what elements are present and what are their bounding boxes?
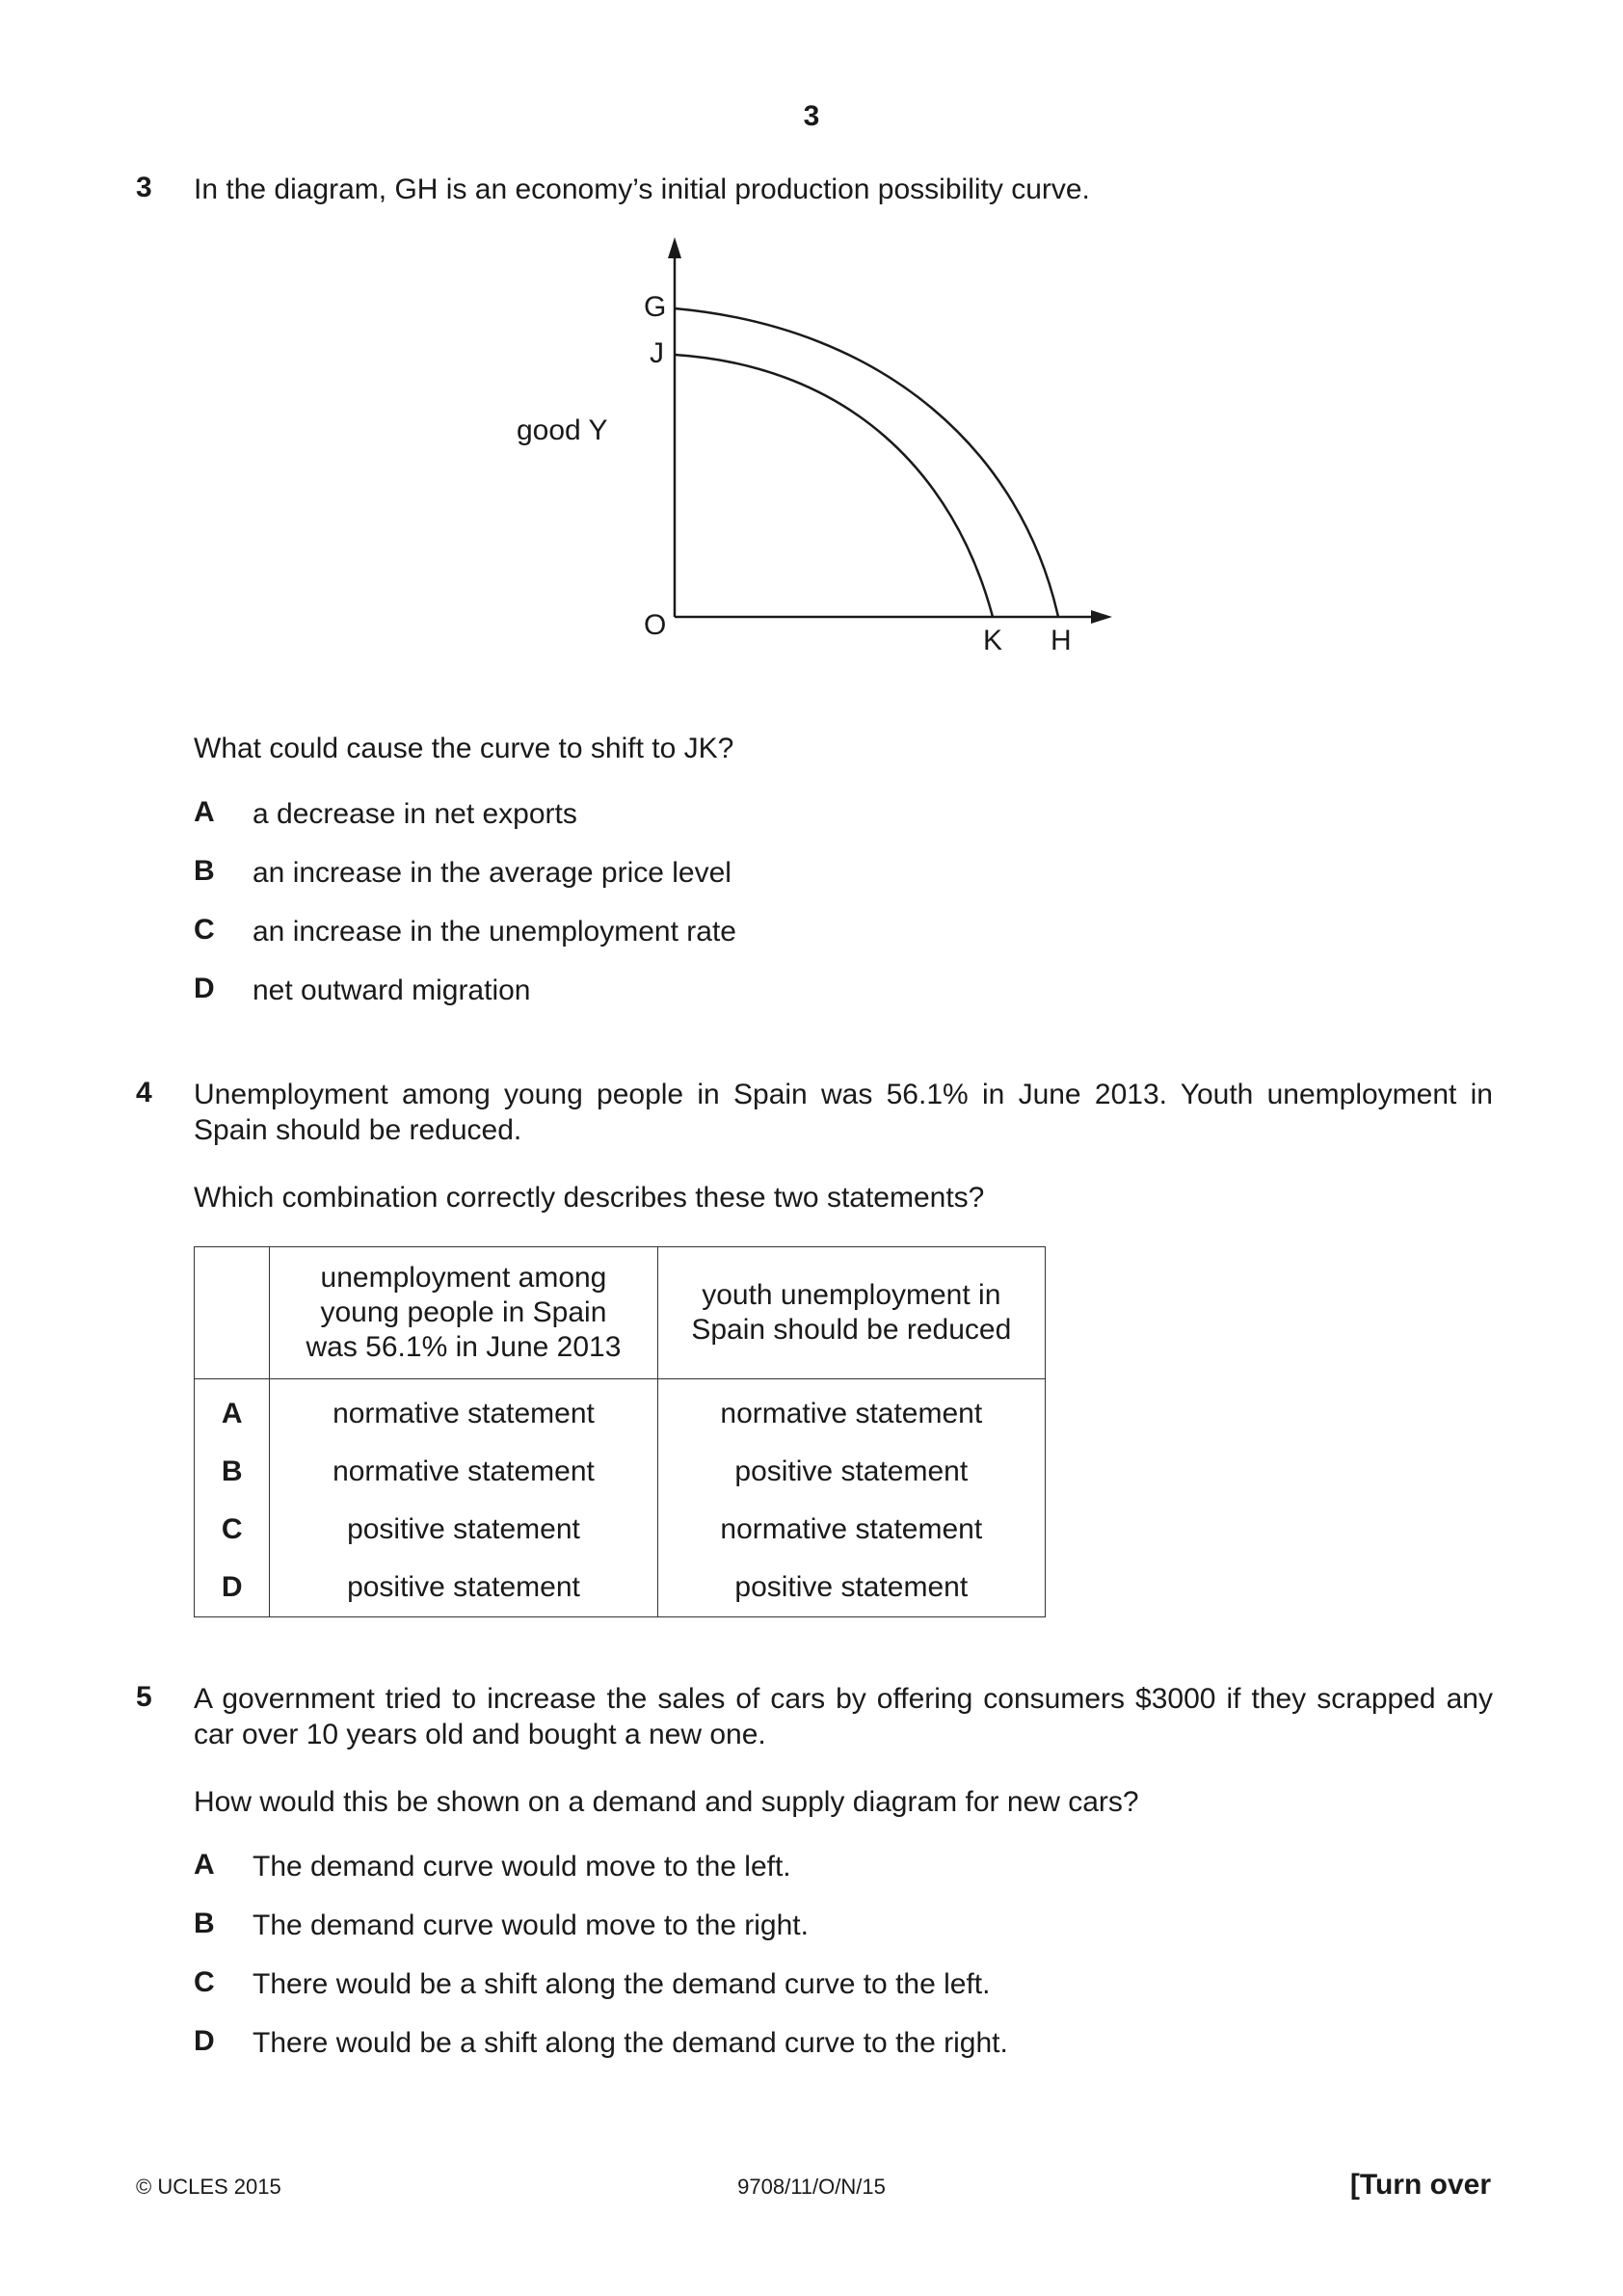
x-axis-arrow-icon (1091, 610, 1112, 624)
footer-copyright: © UCLES 2015 (136, 2175, 281, 2199)
question-4-stem: Unemployment among young people in Spain was 56.1% in June 2013. Youth unemployment in Spain should be reduced. (194, 1079, 1493, 1146)
table-header-statement-1 (270, 1247, 657, 1379)
question-3-number: 3 (136, 172, 152, 203)
question-5-stem: A government tried to increase the sales of cars by offering consumers $3000 if they scrapped any car over 10 years old and bought a new one. (194, 1683, 1493, 1750)
table-cell: positive statement (657, 1559, 1045, 1617)
q5-option-letter: B (194, 1908, 215, 1939)
table-header-statement-1-text: unemployment among young people in Spain was 56.1% in June 2013 (306, 1262, 622, 1363)
table-header-blank (195, 1247, 270, 1379)
q5-option-text: There would be a shift along the demand curve to the right. (253, 2027, 1008, 2059)
y-axis-arrow-icon (668, 237, 681, 258)
label-h: H (1051, 625, 1072, 656)
label-j: J (650, 337, 664, 369)
y-axis-label: good Y (517, 414, 608, 446)
curve-jk (675, 355, 993, 617)
label-k: K (983, 625, 1003, 656)
curve-gh (675, 308, 1058, 617)
page-number: 3 (803, 100, 820, 132)
footer-turn-over: [Turn over (1349, 2169, 1491, 2201)
label-origin: O (644, 609, 667, 641)
q3-option-text: net outward migration (253, 974, 531, 1006)
q3-option-letter: A (194, 796, 215, 828)
table-cell: normative statement (657, 1501, 1045, 1559)
question-3-prompt: What could cause the curve to shift to JK? (194, 733, 734, 764)
table-cell: positive statement (657, 1443, 1045, 1501)
q3-option-text: an increase in the average price level (253, 857, 732, 889)
question-5-number: 5 (136, 1681, 152, 1713)
question-3-stem: In the diagram, GH is an economy’s initial production possibility curve. (194, 174, 1090, 205)
q5-option-letter: A (194, 1849, 215, 1881)
q5-option-letter: D (194, 2025, 215, 2057)
q5-option-text: The demand curve would move to the left. (253, 1851, 791, 1882)
q3-option-text: an increase in the unemployment rate (253, 916, 736, 948)
q4-answer-table (194, 1246, 1046, 1617)
table-row (195, 1443, 1046, 1501)
table-cell: normative statement (270, 1379, 657, 1444)
question-4-prompt: Which combination correctly describes these two statements? (194, 1182, 985, 1214)
table-row (195, 1501, 1046, 1559)
table-row-letter: C (195, 1501, 270, 1559)
ppc-diagram (482, 231, 1137, 675)
q3-option-letter: B (194, 855, 215, 887)
label-g: G (644, 291, 667, 323)
question-5-prompt: How would this be shown on a demand and supply diagram for new cars? (194, 1786, 1139, 1818)
table-header-statement-2 (657, 1247, 1045, 1379)
question-4-number: 4 (136, 1077, 152, 1108)
table-row-letter: B (195, 1443, 270, 1501)
q3-option-letter: C (194, 914, 215, 946)
q3-option-letter: D (194, 973, 215, 1004)
q5-option-text: The demand curve would move to the right. (253, 1909, 809, 1941)
table-cell: positive statement (270, 1559, 657, 1617)
table-row (195, 1559, 1046, 1617)
table-cell: normative statement (657, 1379, 1045, 1444)
q5-option-text: There would be a shift along the demand curve to the left. (253, 1968, 991, 2000)
footer-paper-code: 9708/11/O/N/15 (737, 2175, 886, 2199)
table-row-letter: A (195, 1379, 270, 1444)
table-cell: normative statement (270, 1443, 657, 1501)
q5-option-letter: C (194, 1966, 215, 1998)
table-row (195, 1379, 1046, 1444)
q3-option-text: a decrease in net exports (253, 798, 577, 830)
table-header-row (195, 1247, 1046, 1379)
table-cell: positive statement (270, 1501, 657, 1559)
table-header-statement-2-text: youth unemployment in Spain should be reduced (691, 1279, 1012, 1346)
table-row-letter: D (195, 1559, 270, 1617)
